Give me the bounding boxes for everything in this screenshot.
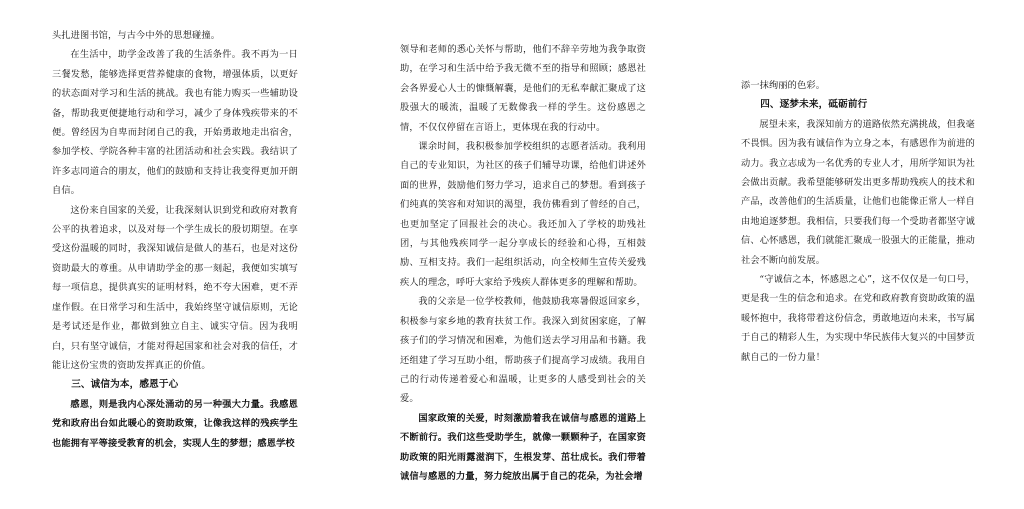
text-column-middle [400,40,646,486]
paragraph: 领导和老师的悉心关怀与帮助，他们不辞辛劳地为我争取资助，在学习和生活中给予我无微不至的指导和照顾；感恩社会各界爱心人士的慷慨解囊，是他们的无私奉献汇聚成了这股强大的暖流，温暖了无数像我一样的学生。这份感恩之情，不仅仅停留在言语上，更体现在我的行动中。 [400,44,646,133]
paragraph: 感恩，则是我内心深处涌动的另一种强大力量。我感恩党和政府出台如此暖心的资助政策，让像我这样的残疾学生也能拥有平等接受教育的机会，实现人生的梦想；感恩学校 [52,398,298,449]
paragraph: 国家政策的关爱，时刻激励着我在诚信与感恩的道路上不断前行。我们这些受助学生，就像一颗颗种子，在国家资助政策的阳光雨露滋润下，生根发芽、茁壮成长。我们带着诚信与感恩的力量，努力绽放出属于自己的花朵，为社会增 [400,412,646,482]
paragraph: “守诚信之本，怀感恩之心”，这不仅仅是一句口号，更是我一生的信念和追求。在党和政府教育资助政策的温暖怀抱中，我将带着这份信念，勇敢地迈向未来，书写属于自己的精彩人生，为实现中华民族伟大复兴的中国梦贡献自己的一份力量！ [741,274,975,363]
text-column-right [741,76,975,367]
paragraph: 在生活中，助学金改善了我的生活条件。我不再为一日三餐发愁，能够选择更营养健康的食物，增强体质，以更好的状态面对学习和生活的挑战。我也有能力购买一些辅助设备，帮助我更便捷地行动和学习，减少了身体残疾带来的不便。曾经因为自卑而封闭自己的我，开始勇敢地走出宿舍，参加学校、学院各种丰富的社团活动和社会实践。我结识了许多志同道合的朋友，他们的鼓励和支持让我变得更加开朗自信。 [52,49,298,197]
section-heading: 四、逐梦未来，砥砺前行 [760,99,868,111]
paragraph: 头扎进图书馆，与古今中外的思想碰撞。 [52,30,221,41]
paragraph: 展望未来，我深知前方的道路依然充满挑战，但我毫不畏惧。因为我有诚信作为立身之本，有感恩作为前进的动力。我立志成为一名优秀的专业人才，用所学知识为社会做出贡献。我希望能够研发出更多帮助残疾人的技术和产品，改善他们的生活质量，让他们也能像正常人一样自由地追逐梦想。我相信，只要我们每一个受助者都坚守诚信、心怀感恩，我们就能汇聚成一股强大的正能量，推动社会不断向前发展。 [741,118,975,266]
paragraph: 添一抹绚丽的色彩。 [741,80,826,91]
paragraph: 课余时间，我积极参加学校组织的志愿者活动。我利用自己的专业知识，为社区的孩子们辅导功课，给他们讲述外面的世界，鼓励他们努力学习，追求自己的梦想。看到孩子们纯真的笑容和对知识的渴望，我仿佛看到了曾经的自己，也更加坚定了回报社会的决心。我还加入了学校的助残社团，与其他残疾同学一起分享成长的经验和心得，互相鼓励、互相支持。我们一起组织活动，向全校师生宣传关爱残疾人的理念，呼吁大家给予残疾人群体更多的理解和帮助。 [400,141,646,288]
section-heading: 三、诚信为本，感恩于心 [71,379,179,391]
paragraph: 这份来自国家的关爱，让我深刻认识到党和政府对教育公平的执着追求，以及对每一个学生成长的殷切期望。在享受这份温暖的同时，我深知诚信是做人的基石，也是对这份资助最大的尊重。从申请助学金的那一刻起，我便如实填写每一项信息，提供真实的证明材料，绝不夸大困难，更不弄虚作假。在日常学习和生活中，我始终坚守诚信原则，无论是考试还是作业，都做到独立自主、诚实守信。因为我明白，只有坚守诚信，才能对得起国家和社会对我的信任，才能让这份宝贵的资助发挥真正的价值。 [52,204,298,371]
paragraph: 我的父亲是一位学校教师，他鼓励我寒暑假返回家乡，积极参与家乡地的教育扶贫工作。我深入到贫困家庭，了解孩子们的学习情况和困难，为他们送去学习用品和书籍。我还组建了学习互助小组，帮助孩子们提高学习成绩。我用自己的行动传递着爱心和温暖，让更多的人感受到社会的关爱。 [400,296,646,405]
text-column-left [52,26,298,453]
